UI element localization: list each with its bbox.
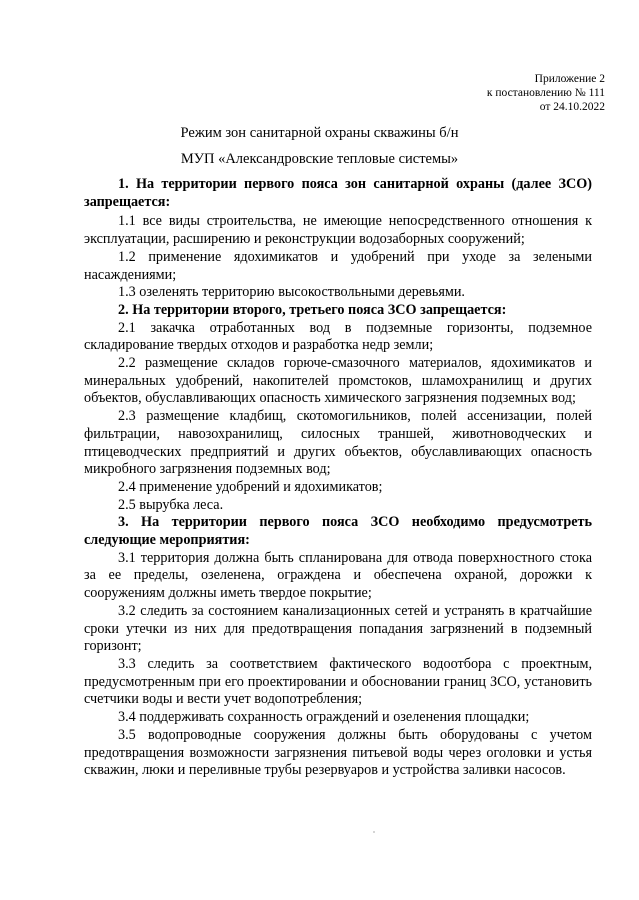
- paragraph-2-4: 2.4 применение удобрений и ядохимикатов;: [118, 478, 383, 495]
- document-title: Режим зон санитарной охраны скважины б/н: [180, 125, 459, 141]
- appendix-number: Приложение 2: [534, 73, 605, 85]
- paragraph-2-5: 2.5 вырубка леса.: [118, 496, 224, 513]
- paragraph-3-2: 3.2 следить за состоянием канализационных сетей и устранять в кратчайшие сроки утечки из них для предотвращения попадания загрязнений в подземный горизонт;: [84, 602, 592, 655]
- paragraph-3-3: 3.3 следить за соответствием фактического водоотбора с проектным, предусмотренным при его проектировании и обосновании границ ЗСО, установить счетчики воды и вести учет водопотребления;: [84, 655, 592, 708]
- resolution-number: к постановлению № 111: [486, 87, 605, 99]
- appendix-reference: [487, 72, 605, 114]
- paragraph-3-5: 3.5 водопроводные сооружения должны быть оборудованы с учетом предотвращения возможности загрязнения питьевой воды через оголовки и устья скважин, люки и переливные трубы резервуаров и устройства заливки насосов.: [84, 726, 592, 779]
- paragraph-3-4: 3.4 поддерживать сохранность ограждений и озеленения площадки;: [118, 709, 530, 726]
- paragraph-3-1: 3.1 территория должна быть спланирована для отвода поверхностного стока за ее пределы, озеленена, ограждена и обеспечена охраной, дорожки к сооружениям должны иметь твердое покрытие;: [84, 549, 592, 602]
- document-body: [84, 176, 592, 780]
- section-2-heading: 2. На территории второго, третьего пояса ЗСО запрещается:: [118, 301, 507, 318]
- organization-name: МУП «Александровские тепловые системы»: [180, 151, 459, 167]
- paragraph-1-3: 1.3 озеленять территорию высокоствольными деревьями.: [118, 284, 465, 301]
- paragraph-2-2: 2.2 размещение складов горюче-смазочного материалов, ядохимикатов и минеральных удобрений, накопителей промстоков, шламохранилищ и других объектов, обуславливающих опасность химического загрязнения подземных вод;: [84, 355, 592, 407]
- paragraph-2-1: 2.1 закачка отработанных вод в подземные горизонты, подземное складирование твердых отходов и разработка недр земли;: [84, 319, 592, 354]
- resolution-date: от 24.10.2022: [539, 101, 605, 113]
- section-3-heading: 3. На территории первого пояса ЗСО необходимо предусмотреть следующие мероприятия:: [84, 514, 592, 549]
- paragraph-1-2: 1.2 применение ядохимикатов и удобрений при уходе за зелеными насаждениями;: [84, 248, 592, 283]
- section-1-heading: 1. На территории первого пояса зон санитарной охраны (далее ЗСО) запрещается:: [84, 176, 592, 210]
- paragraph-2-3: 2.3 размещение кладбищ, скотомогильников, полей ассенизации, полей фильтрации, навозохранилищ, силосных траншей, животноводческих и птицеводческих предприятий и других объектов, обуславливающих опасность микробного загрязнения подземных вод;: [84, 408, 592, 478]
- paragraph-1-1: 1.1 все виды строительства, не имеющие непосредственного отношения к эксплуатации, расширению и реконструкции водозаборных сооружений;: [84, 213, 592, 248]
- scan-speck: [373, 831, 375, 833]
